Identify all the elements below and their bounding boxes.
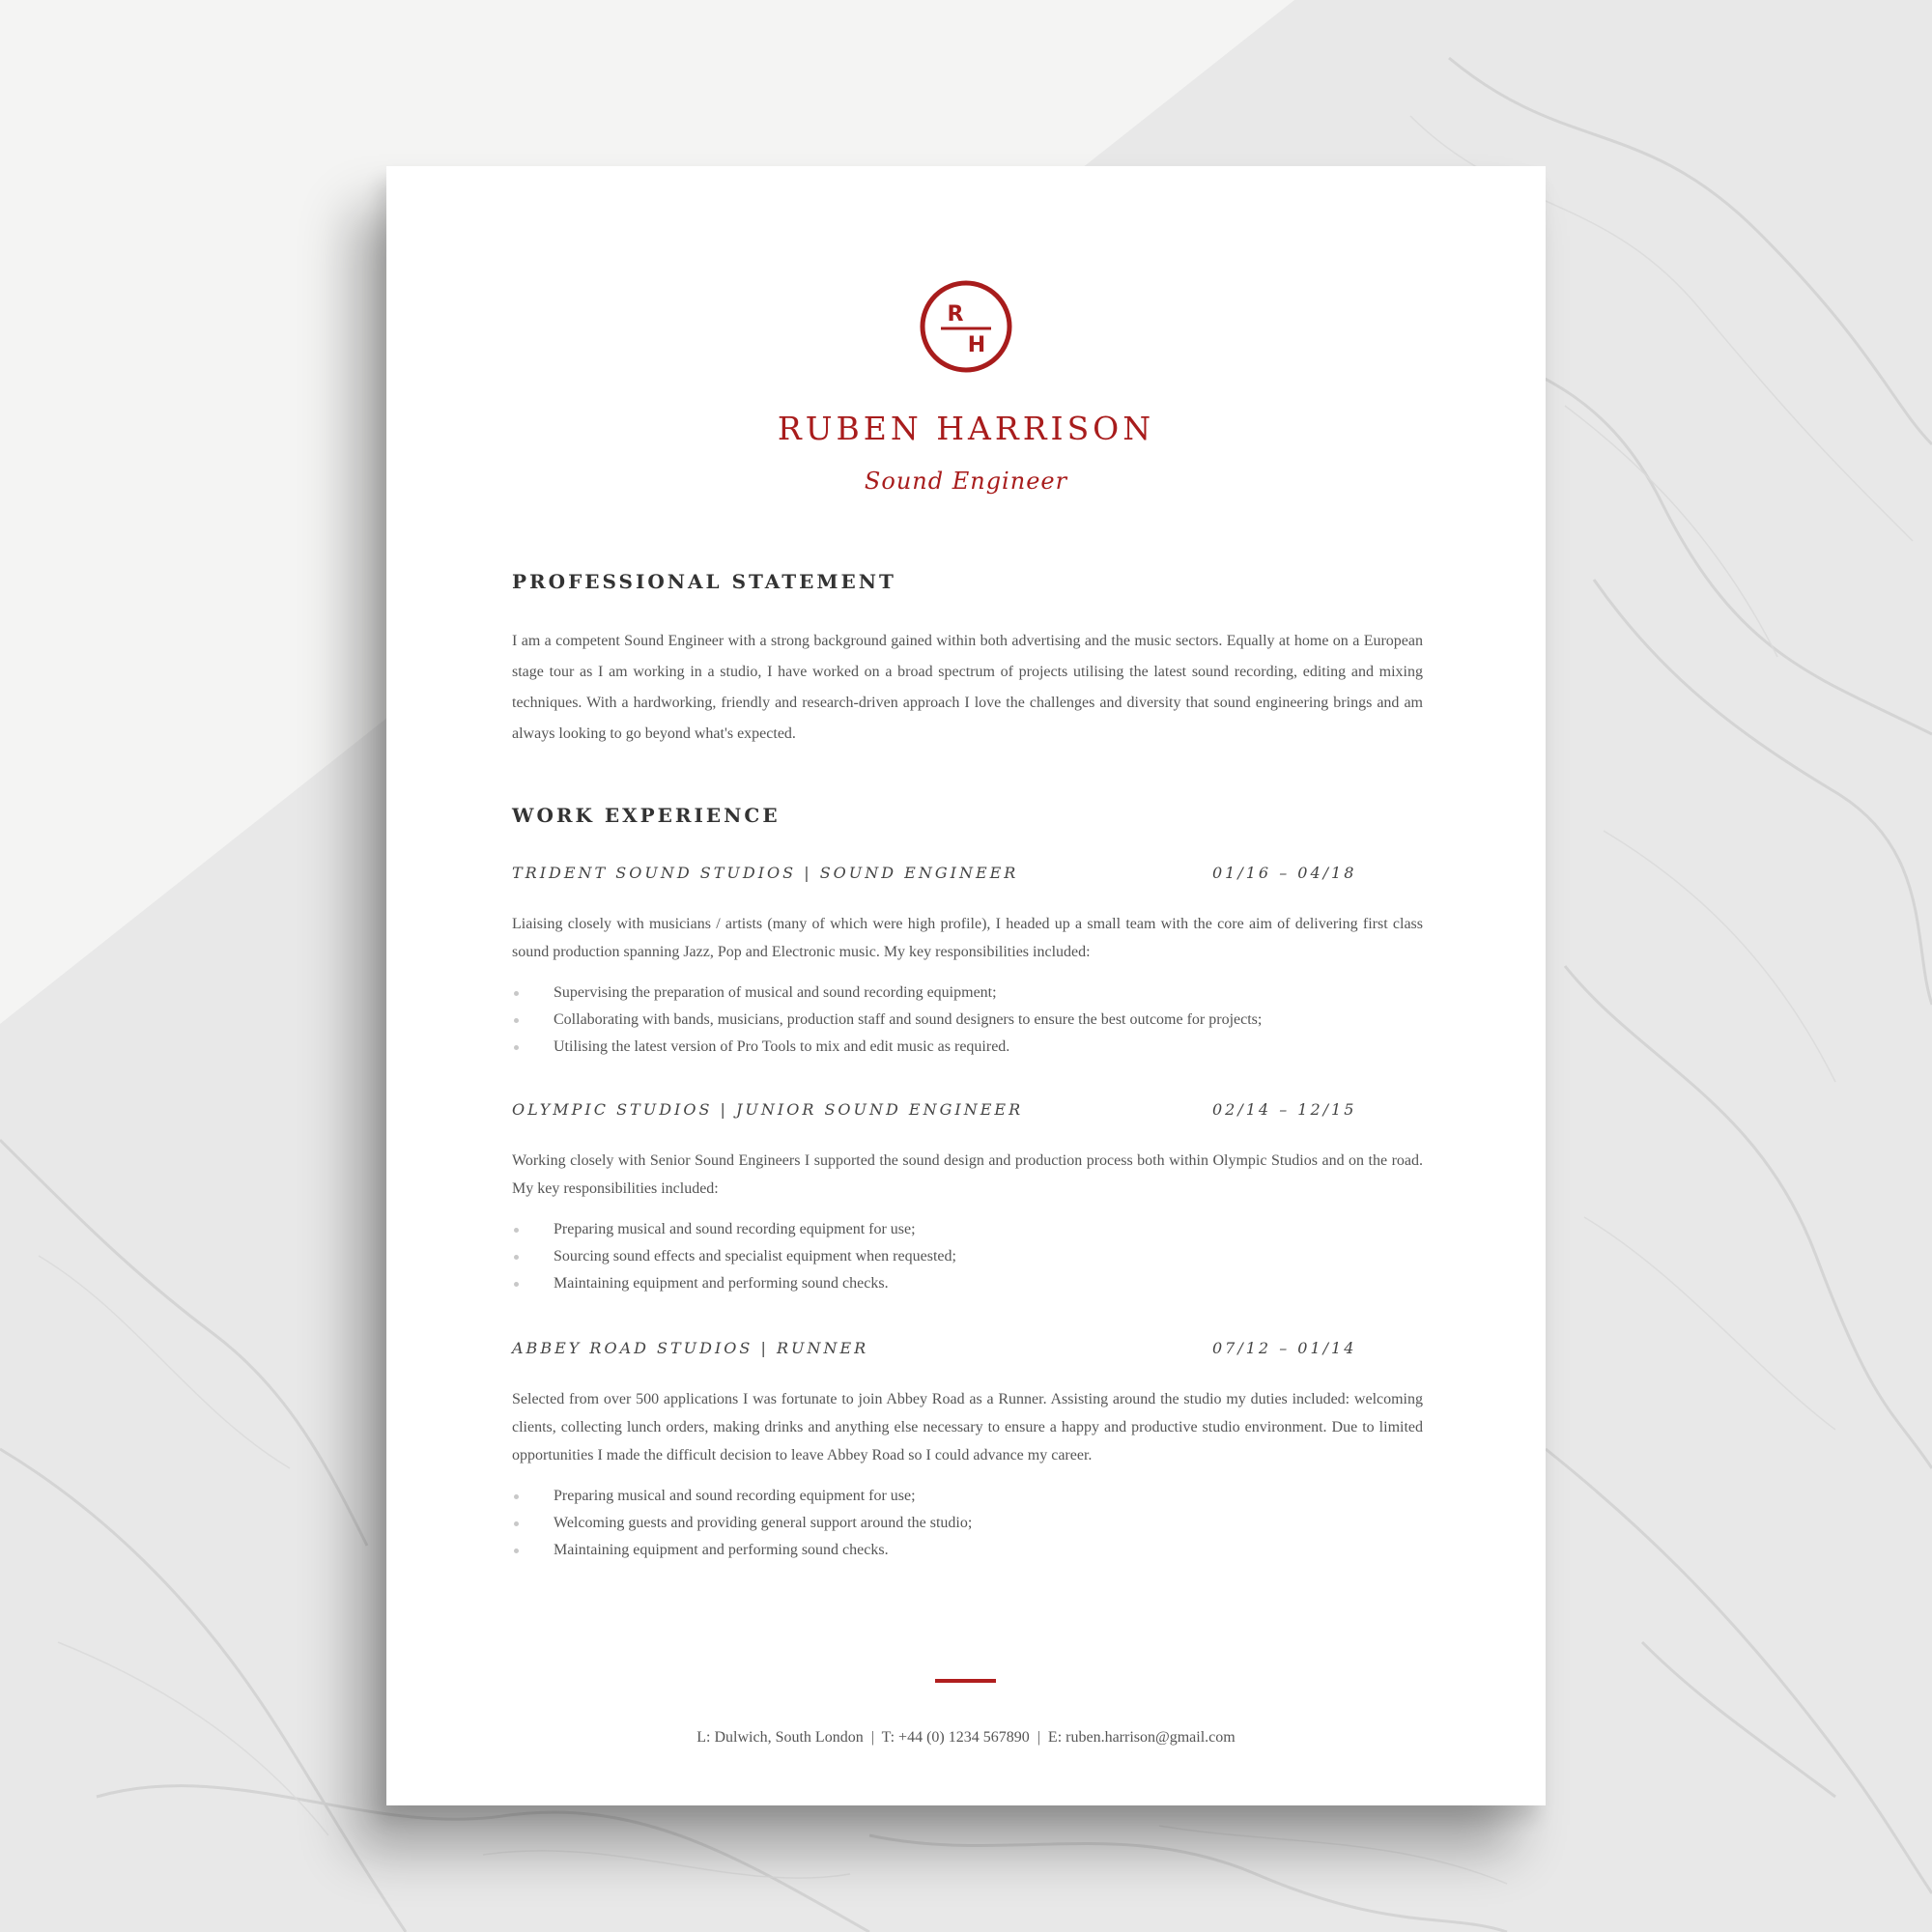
responsibility-list [512, 1216, 1423, 1297]
job-dates: 01/16 – 04/18 [1212, 864, 1357, 882]
list-item [512, 980, 1423, 1007]
bullet-icon [514, 1045, 519, 1050]
candidate-title: Sound Engineer [864, 468, 1068, 495]
job-role: TRIDENT SOUND STUDIOS | SOUND ENGINEER [512, 864, 1019, 882]
job-header [512, 864, 1423, 889]
list-item [512, 1270, 1423, 1297]
list-item-text: Collaborating with bands, musicians, production staff and sound designers to ensure the best outcome for projects; [554, 1011, 1263, 1028]
bullet-icon [514, 991, 519, 996]
list-item-text: Sourcing sound effects and specialist equipment when requested; [554, 1248, 956, 1264]
job-header [512, 1100, 1423, 1125]
bullet-icon [514, 1228, 519, 1233]
list-item-text: Utilising the latest version of Pro Tools to mix and edit music as required. [554, 1038, 1010, 1055]
list-item-text: Maintaining equipment and performing sound checks. [554, 1275, 889, 1292]
contact-details: L: Dulwich, South London | T: +44 (0) 1234 567890 | E: ruben.harrison@gmail.com [696, 1729, 1236, 1746]
list-item [512, 1034, 1423, 1061]
professional-statement-text: I am a competent Sound Engineer with a strong background gained within both advertising and the music sectors. Equally at home on a European stage tour as I am working in a studio, I have worked on a broad spectrum of projects utilising the latest sound recording, editing and mixing techniques. With a hardworking, friendly and research-driven approach I love the challenges and diversity that sound engineering brings and am always looking to go beyond what's expected. [512, 633, 1423, 742]
job-entry-abbey-road [512, 1339, 1423, 1564]
section-heading-professional-statement: PROFESSIONAL STATEMENT [512, 570, 896, 593]
list-item [512, 1483, 1423, 1510]
job-description: Liaising closely with musicians / artists (many of which were high profile), I headed up a small team with the core aim of delivering first class sound production spanning Jazz, Pop and Electronic music. My key responsibilities included: [512, 916, 1423, 960]
bullet-icon [514, 1521, 519, 1526]
job-role: OLYMPIC STUDIOS | JUNIOR SOUND ENGINEER [512, 1100, 1024, 1119]
job-role: ABBEY ROAD STUDIOS | RUNNER [512, 1339, 869, 1357]
bullet-icon [514, 1494, 519, 1499]
list-item-text: Welcoming guests and providing general support around the studio; [554, 1515, 973, 1531]
job-dates: 07/12 – 01/14 [1212, 1339, 1357, 1357]
list-item-text: Supervising the preparation of musical and sound recording equipment; [554, 984, 997, 1001]
bullet-icon [514, 1018, 519, 1023]
list-item [512, 1510, 1423, 1537]
monogram-logo [918, 278, 1014, 375]
list-item [512, 1243, 1423, 1270]
responsibility-list [512, 980, 1423, 1061]
job-header [512, 1339, 1423, 1364]
job-entry-olympic [512, 1100, 1423, 1297]
list-item [512, 1007, 1423, 1034]
list-item [512, 1537, 1423, 1564]
list-item-text: Maintaining equipment and performing sound checks. [554, 1542, 889, 1558]
list-item-text: Preparing musical and sound recording equipment for use; [554, 1488, 916, 1504]
monogram-letter-r: R [947, 302, 964, 327]
bullet-icon [514, 1282, 519, 1287]
list-item-text: Preparing musical and sound recording equipment for use; [554, 1221, 916, 1237]
job-entry-trident [512, 864, 1423, 1061]
list-item [512, 1216, 1423, 1243]
bullet-icon [514, 1548, 519, 1553]
footer-divider [935, 1679, 996, 1683]
job-description: Working closely with Senior Sound Engineers I supported the sound design and production process both within Olympic Studios and on the road. My key responsibilities included: [512, 1152, 1423, 1197]
job-description: Selected from over 500 applications I was fortunate to join Abbey Road as a Runner. Assisting around the studio my duties included: welcoming clients, collecting lunch orders, making drinks and anything else necessary to ensure a happy and productive studio environment. Due to limited opportunities I made the difficult decision to leave Abbey Road so I could advance my career. [512, 1391, 1423, 1463]
resume-page [386, 166, 1546, 1805]
bullet-icon [514, 1255, 519, 1260]
monogram-letter-h: H [967, 333, 986, 357]
candidate-name: RUBEN HARRISON [777, 410, 1155, 447]
job-dates: 02/14 – 12/15 [1212, 1100, 1357, 1119]
responsibility-list [512, 1483, 1423, 1564]
section-heading-work-experience: WORK EXPERIENCE [512, 804, 781, 827]
